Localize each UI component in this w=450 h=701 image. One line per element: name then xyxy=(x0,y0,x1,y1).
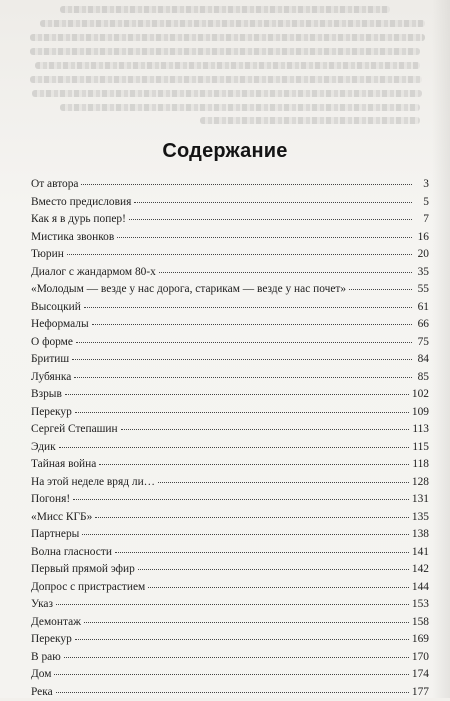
show-through-line xyxy=(32,90,422,97)
toc-entry xyxy=(31,649,429,667)
toc-entry-title: Лубянка xyxy=(31,369,71,387)
toc-entry-page-number: 142 xyxy=(412,561,429,579)
toc-entry-page-number: 7 xyxy=(415,211,429,229)
toc-entry-title: Взрыв xyxy=(31,386,62,404)
toc-entry-page-number: 118 xyxy=(412,456,429,474)
dot-leader xyxy=(82,533,409,535)
dot-leader xyxy=(121,428,410,430)
toc-entry xyxy=(31,614,429,632)
toc-entry-title: Как я в дурь попер! xyxy=(31,211,126,229)
toc-entry-page-number: 109 xyxy=(412,404,429,422)
show-through-line xyxy=(60,6,390,13)
show-through-line xyxy=(30,48,420,55)
toc-entry-title: На этой неделе вряд ли… xyxy=(31,474,155,492)
dot-leader xyxy=(76,341,412,343)
show-through-line xyxy=(60,104,420,111)
toc-entry-page-number: 16 xyxy=(415,229,429,247)
dot-leader xyxy=(158,481,409,483)
toc-entry xyxy=(31,474,429,492)
toc-entry-page-number: 3 xyxy=(415,176,429,194)
toc-entry-title: Указ xyxy=(31,596,53,614)
dot-leader xyxy=(54,673,408,675)
page-title: Содержание xyxy=(0,140,450,163)
dot-leader xyxy=(59,446,410,448)
toc-entry xyxy=(31,404,429,422)
toc-entry-page-number: 75 xyxy=(415,334,429,352)
toc-entry xyxy=(31,684,429,701)
toc-entry xyxy=(31,526,429,544)
toc-entry-title: Демонтаж xyxy=(31,614,81,632)
toc-entry-page-number: 35 xyxy=(415,264,429,282)
toc-entry xyxy=(31,544,429,562)
toc-entry xyxy=(31,229,429,247)
toc-entry-title: Высоцкий xyxy=(31,299,81,317)
toc-entry xyxy=(31,194,429,212)
toc-entry xyxy=(31,334,429,352)
dot-leader xyxy=(81,183,412,185)
dot-leader xyxy=(64,656,409,658)
toc-entry xyxy=(31,176,429,194)
toc-entry xyxy=(31,491,429,509)
toc-entry-title: О форме xyxy=(31,334,73,352)
toc-entry xyxy=(31,211,429,229)
toc-entry-title: Бритиш xyxy=(31,351,69,369)
show-through-line xyxy=(200,117,420,124)
toc-entry-title: Допрос с пристрастием xyxy=(31,579,145,597)
toc-entry-page-number: 170 xyxy=(412,649,429,667)
toc-entry-page-number: 144 xyxy=(412,579,429,597)
toc-entry-page-number: 20 xyxy=(415,246,429,264)
toc-entry-title: «Мисс КГБ» xyxy=(31,509,92,527)
toc-entry-page-number: 85 xyxy=(415,369,429,387)
toc-entry-title: Партнеры xyxy=(31,526,79,544)
dot-leader xyxy=(117,236,412,238)
table-of-contents xyxy=(31,176,429,701)
toc-entry-title: Волна гласности xyxy=(31,544,112,562)
dot-leader xyxy=(67,253,412,255)
dot-leader xyxy=(159,271,412,273)
toc-entry xyxy=(31,456,429,474)
toc-entry-page-number: 115 xyxy=(412,439,429,457)
dot-leader xyxy=(73,498,409,500)
dot-leader xyxy=(95,516,409,518)
toc-entry-title: Река xyxy=(31,684,53,701)
show-through-line xyxy=(40,20,425,27)
dot-leader xyxy=(148,586,409,588)
toc-entry-title: Тюрин xyxy=(31,246,64,264)
toc-entry-page-number: 138 xyxy=(412,526,429,544)
show-through-text xyxy=(0,0,450,125)
toc-entry xyxy=(31,246,429,264)
dot-leader xyxy=(65,393,409,395)
toc-entry-title: Эдик xyxy=(31,439,56,457)
toc-entry-page-number: 66 xyxy=(415,316,429,334)
toc-entry xyxy=(31,369,429,387)
toc-entry-page-number: 61 xyxy=(415,299,429,317)
toc-entry-title: «Молодым — везде у нас дорога, старикам — везде у нас почет» xyxy=(31,281,346,299)
toc-entry xyxy=(31,631,429,649)
toc-entry-title: Диалог с жандармом 80-х xyxy=(31,264,156,282)
dot-leader xyxy=(56,691,409,693)
toc-entry-title: Дом xyxy=(31,666,51,684)
toc-entry xyxy=(31,579,429,597)
toc-entry-title: Погоня! xyxy=(31,491,70,509)
dot-leader xyxy=(138,568,409,570)
dot-leader xyxy=(99,463,409,465)
toc-entry xyxy=(31,421,429,439)
toc-entry-page-number: 174 xyxy=(412,666,429,684)
toc-entry-page-number: 128 xyxy=(412,474,429,492)
toc-entry xyxy=(31,299,429,317)
toc-entry-title: Мистика звонков xyxy=(31,229,114,247)
toc-entry-title: Тайная война xyxy=(31,456,96,474)
dot-leader xyxy=(129,218,412,220)
toc-entry xyxy=(31,666,429,684)
toc-entry-page-number: 141 xyxy=(412,544,429,562)
toc-entry xyxy=(31,509,429,527)
dot-leader xyxy=(75,638,409,640)
toc-entry-title: Перекур xyxy=(31,631,72,649)
toc-entry-title: В раю xyxy=(31,649,61,667)
toc-entry-page-number: 5 xyxy=(415,194,429,212)
toc-entry-page-number: 55 xyxy=(415,281,429,299)
toc-entry xyxy=(31,386,429,404)
toc-entry xyxy=(31,439,429,457)
toc-entry-title: Сергей Степашин xyxy=(31,421,118,439)
toc-entry xyxy=(31,316,429,334)
toc-entry-page-number: 113 xyxy=(412,421,429,439)
toc-entry xyxy=(31,281,429,299)
toc-entry-page-number: 84 xyxy=(415,351,429,369)
dot-leader xyxy=(72,358,412,360)
toc-entry xyxy=(31,351,429,369)
toc-entry-page-number: 131 xyxy=(412,491,429,509)
toc-entry-page-number: 158 xyxy=(412,614,429,632)
dot-leader xyxy=(75,411,409,413)
toc-entry-page-number: 169 xyxy=(412,631,429,649)
toc-entry-page-number: 153 xyxy=(412,596,429,614)
dot-leader xyxy=(92,323,412,325)
toc-entry-page-number: 135 xyxy=(412,509,429,527)
dot-leader xyxy=(56,603,409,605)
toc-entry xyxy=(31,596,429,614)
toc-entry-title: Неформалы xyxy=(31,316,89,334)
dot-leader xyxy=(134,201,412,203)
show-through-line xyxy=(30,76,422,83)
toc-entry xyxy=(31,264,429,282)
dot-leader xyxy=(84,306,412,308)
dot-leader xyxy=(74,376,412,378)
toc-entry-title: Первый прямой эфир xyxy=(31,561,135,579)
page-edge-shadow xyxy=(432,0,450,698)
show-through-line xyxy=(30,34,425,41)
toc-entry-page-number: 102 xyxy=(412,386,429,404)
show-through-line xyxy=(35,62,420,69)
toc-entry-page-number: 177 xyxy=(412,684,429,701)
dot-leader xyxy=(349,288,412,290)
toc-entry-title: От автора xyxy=(31,176,78,194)
toc-entry xyxy=(31,561,429,579)
dot-leader xyxy=(115,551,409,553)
toc-entry-title: Перекур xyxy=(31,404,72,422)
dot-leader xyxy=(84,621,409,623)
toc-entry-title: Вместо предисловия xyxy=(31,194,131,212)
